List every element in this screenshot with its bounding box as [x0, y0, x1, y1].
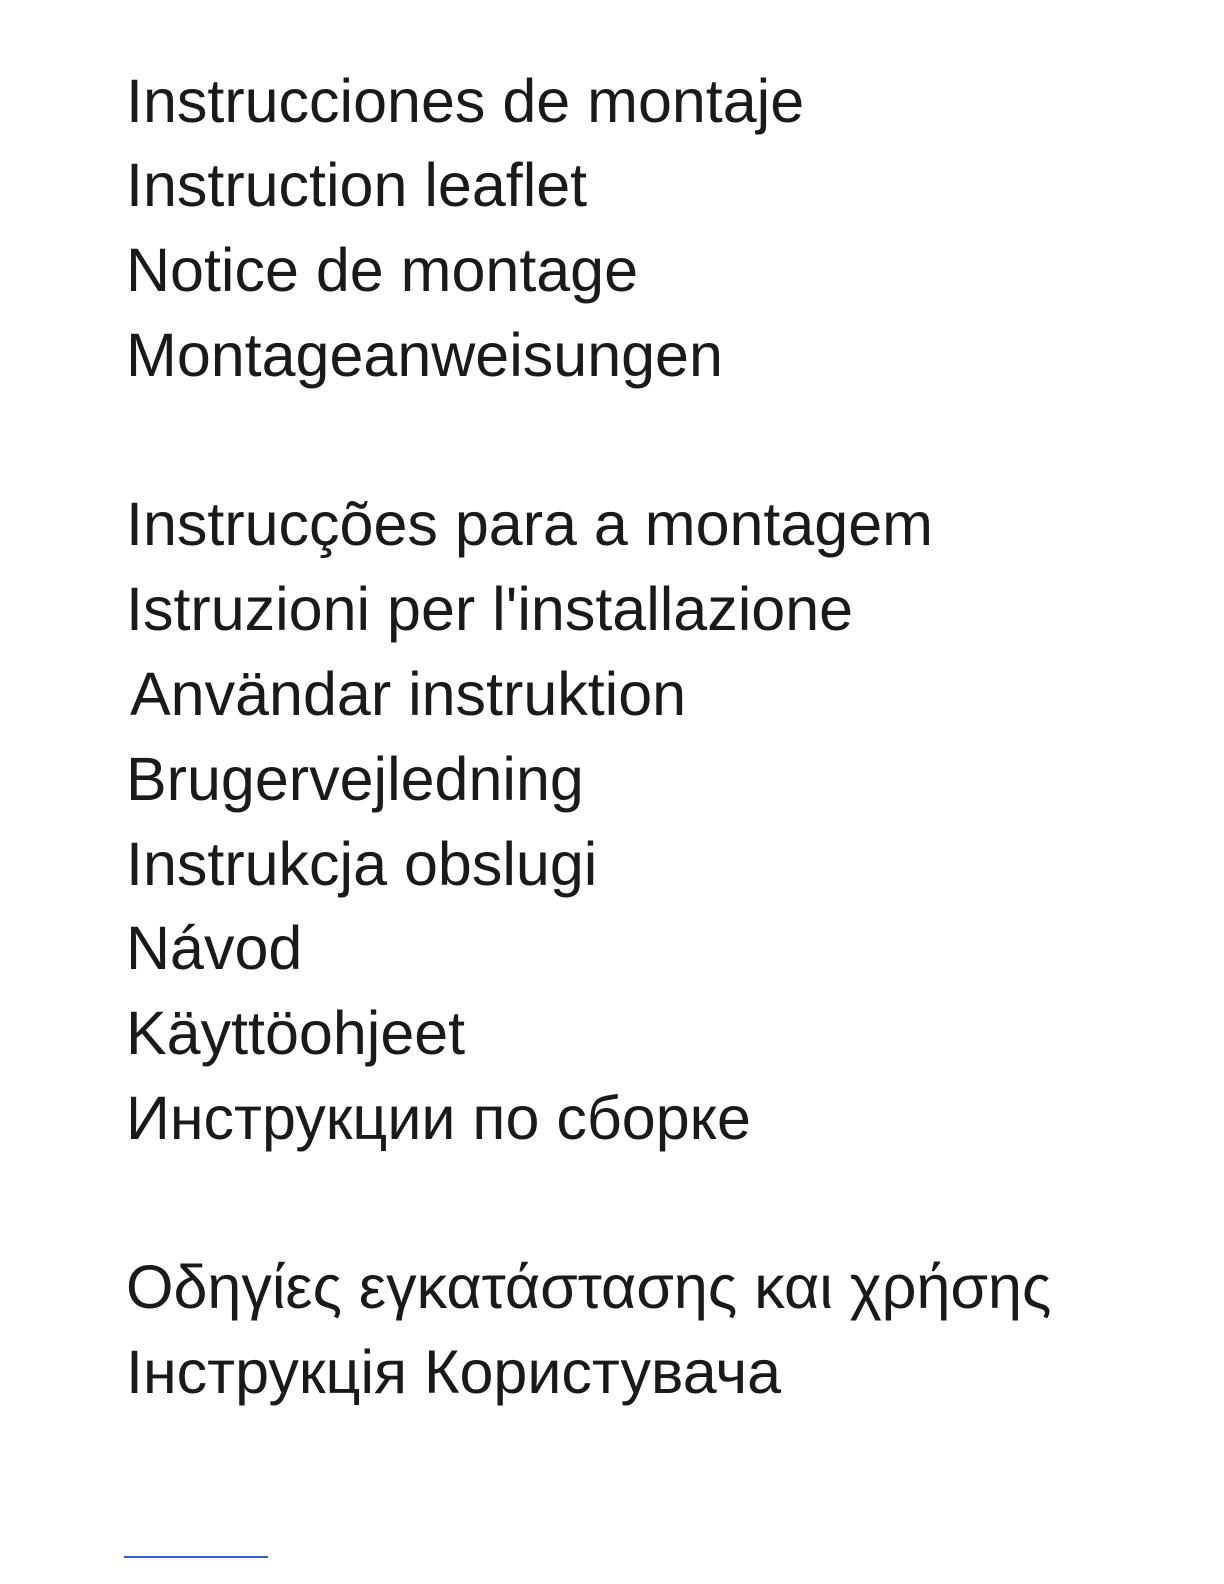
- title-cs: Návod: [126, 914, 303, 982]
- title-uk: Інструкція Користувача: [126, 1338, 782, 1406]
- title-el: Οδηγίες εγκατάστασης και χρήσης: [126, 1253, 1052, 1321]
- title-sv: Användar instruktion: [130, 660, 687, 728]
- title-it: Istruzioni per l'installazione: [126, 575, 854, 643]
- title-en: Instruction leaflet: [126, 151, 588, 219]
- title-es: Instrucciones de montaje: [126, 67, 805, 135]
- title-pt: Instrucções para a montagem: [126, 490, 933, 558]
- title-de: Montageanweisungen: [126, 321, 723, 389]
- title-fi: Käyttöohjeet: [126, 999, 466, 1067]
- title-da: Brugervejledning: [126, 745, 584, 813]
- title-fr: Notice de montage: [126, 236, 639, 304]
- footer-divider: [124, 1556, 268, 1558]
- title-ru: Инструкции по сборке: [126, 1084, 751, 1152]
- title-pl: Instrukcja obslugi: [126, 830, 598, 898]
